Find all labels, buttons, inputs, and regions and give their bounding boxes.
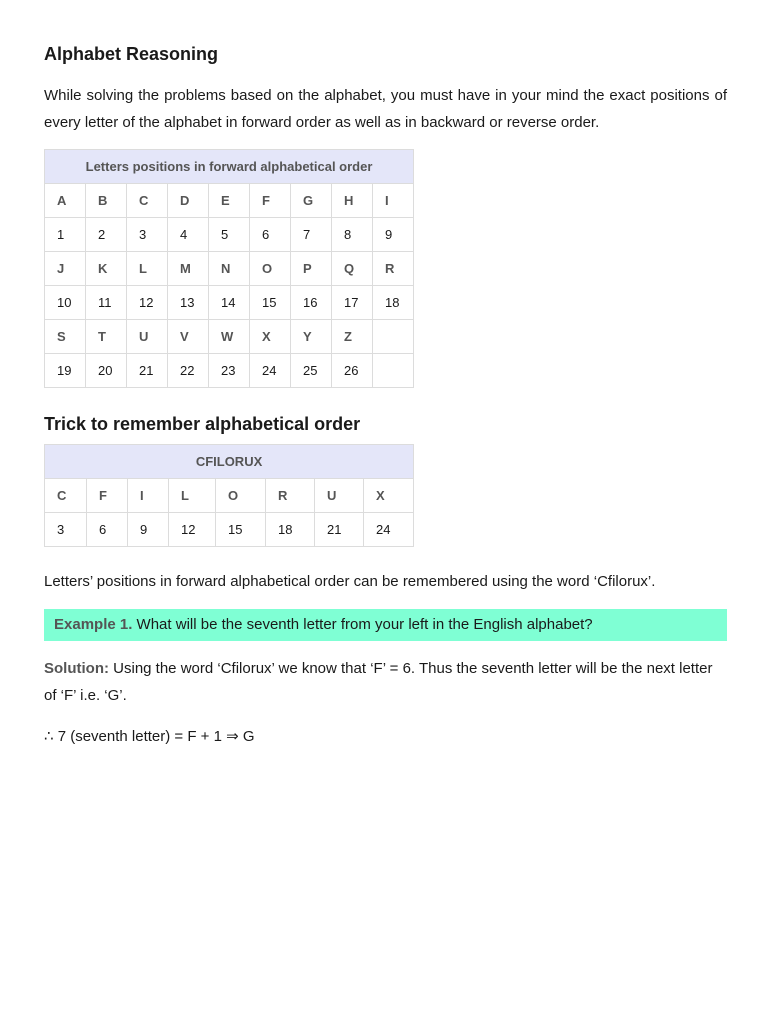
letter-cell: I — [373, 184, 414, 218]
forward-table-header: Letters positions in forward alphabetical order — [45, 150, 414, 184]
position-cell: 24 — [250, 354, 291, 388]
table-row — [45, 252, 414, 286]
table-row — [45, 479, 414, 513]
solution-label: Solution: — [44, 660, 109, 677]
letter-cell: F — [87, 479, 128, 513]
letter-cell: C — [45, 479, 87, 513]
position-cell: 4 — [168, 218, 209, 252]
position-cell: 16 — [291, 286, 332, 320]
letter-cell: E — [209, 184, 250, 218]
letter-cell: T — [86, 320, 127, 354]
solution-paragraph — [44, 655, 727, 709]
letter-cell: M — [168, 252, 209, 286]
position-cell: 24 — [364, 513, 414, 547]
letter-cell: I — [128, 479, 169, 513]
letter-cell: P — [291, 252, 332, 286]
position-cell: 8 — [332, 218, 373, 252]
position-cell: 1 — [45, 218, 86, 252]
position-cell: 12 — [127, 286, 168, 320]
position-cell: 12 — [169, 513, 216, 547]
forward-table-body — [45, 184, 414, 388]
position-cell: 10 — [45, 286, 86, 320]
letter-cell: V — [168, 320, 209, 354]
position-cell: 25 — [291, 354, 332, 388]
letter-cell: A — [45, 184, 86, 218]
position-cell: 26 — [332, 354, 373, 388]
trick-table-body — [45, 479, 414, 547]
trick-heading: Trick to remember alphabetical order — [44, 414, 361, 434]
table-row — [45, 184, 414, 218]
position-cell: 21 — [315, 513, 364, 547]
table-row — [45, 513, 414, 547]
letter-cell: C — [127, 184, 168, 218]
letter-cell: Z — [332, 320, 373, 354]
letter-cell: D — [168, 184, 209, 218]
forward-order-table — [44, 149, 414, 388]
letter-cell: Y — [291, 320, 332, 354]
letter-cell: R — [266, 479, 315, 513]
letter-cell: K — [86, 252, 127, 286]
letter-cell: Q — [332, 252, 373, 286]
intro-paragraph: While solving the problems based on the alphabet, you must have in your mind the exact positions of every letter of the alphabet in forward order as well as in backward or reverse order. — [44, 87, 727, 131]
letter-cell: B — [86, 184, 127, 218]
position-cell: 17 — [332, 286, 373, 320]
trick-table-header: CFILORUX — [45, 445, 414, 479]
position-cell: 5 — [209, 218, 250, 252]
position-cell: 9 — [373, 218, 414, 252]
solution-text: Using the word ‘Cfilorux’ we know that ‘F’ = 6. Thus the seventh letter will be the next letter of ‘F’ i.e. ‘G’. — [44, 660, 713, 704]
position-cell: 15 — [250, 286, 291, 320]
letter-cell: X — [250, 320, 291, 354]
position-cell: 6 — [250, 218, 291, 252]
trick-table — [44, 444, 414, 547]
result-line: ∴ 7 (seventh letter) = F + 1 ⇒ G — [44, 728, 255, 745]
letter-cell: R — [373, 252, 414, 286]
letter-cell: L — [127, 252, 168, 286]
position-cell: 14 — [209, 286, 250, 320]
position-cell: 18 — [266, 513, 315, 547]
letter-cell: U — [315, 479, 364, 513]
position-cell: 15 — [216, 513, 266, 547]
position-cell: 18 — [373, 286, 414, 320]
letter-cell: O — [250, 252, 291, 286]
example-question: What will be the seventh letter from your left in the English alphabet? — [132, 616, 593, 633]
position-cell: 20 — [86, 354, 127, 388]
position-cell: 3 — [45, 513, 87, 547]
example-label: Example 1. — [54, 616, 133, 633]
position-cell: 3 — [127, 218, 168, 252]
position-cell: 11 — [86, 286, 127, 320]
letter-cell — [373, 320, 414, 354]
position-cell: 9 — [128, 513, 169, 547]
letter-cell: J — [45, 252, 86, 286]
position-cell: 7 — [291, 218, 332, 252]
position-cell: 13 — [168, 286, 209, 320]
position-cell — [373, 354, 414, 388]
table-row — [45, 286, 414, 320]
letter-cell: S — [45, 320, 86, 354]
remember-paragraph: Letters’ positions in forward alphabetical order can be remembered using the word ‘Cfilorux’. — [44, 573, 656, 590]
example-box — [44, 609, 727, 641]
position-cell: 2 — [86, 218, 127, 252]
letter-cell: H — [332, 184, 373, 218]
position-cell: 23 — [209, 354, 250, 388]
letter-cell: W — [209, 320, 250, 354]
position-cell: 21 — [127, 354, 168, 388]
letter-cell: F — [250, 184, 291, 218]
letter-cell: U — [127, 320, 168, 354]
position-cell: 22 — [168, 354, 209, 388]
table-row — [45, 320, 414, 354]
table-row — [45, 354, 414, 388]
letter-cell: G — [291, 184, 332, 218]
position-cell: 6 — [87, 513, 128, 547]
page-title: Alphabet Reasoning — [44, 44, 219, 64]
letter-cell: X — [364, 479, 414, 513]
letter-cell: O — [216, 479, 266, 513]
letter-cell: L — [169, 479, 216, 513]
letter-cell: N — [209, 252, 250, 286]
table-row — [45, 218, 414, 252]
position-cell: 19 — [45, 354, 86, 388]
